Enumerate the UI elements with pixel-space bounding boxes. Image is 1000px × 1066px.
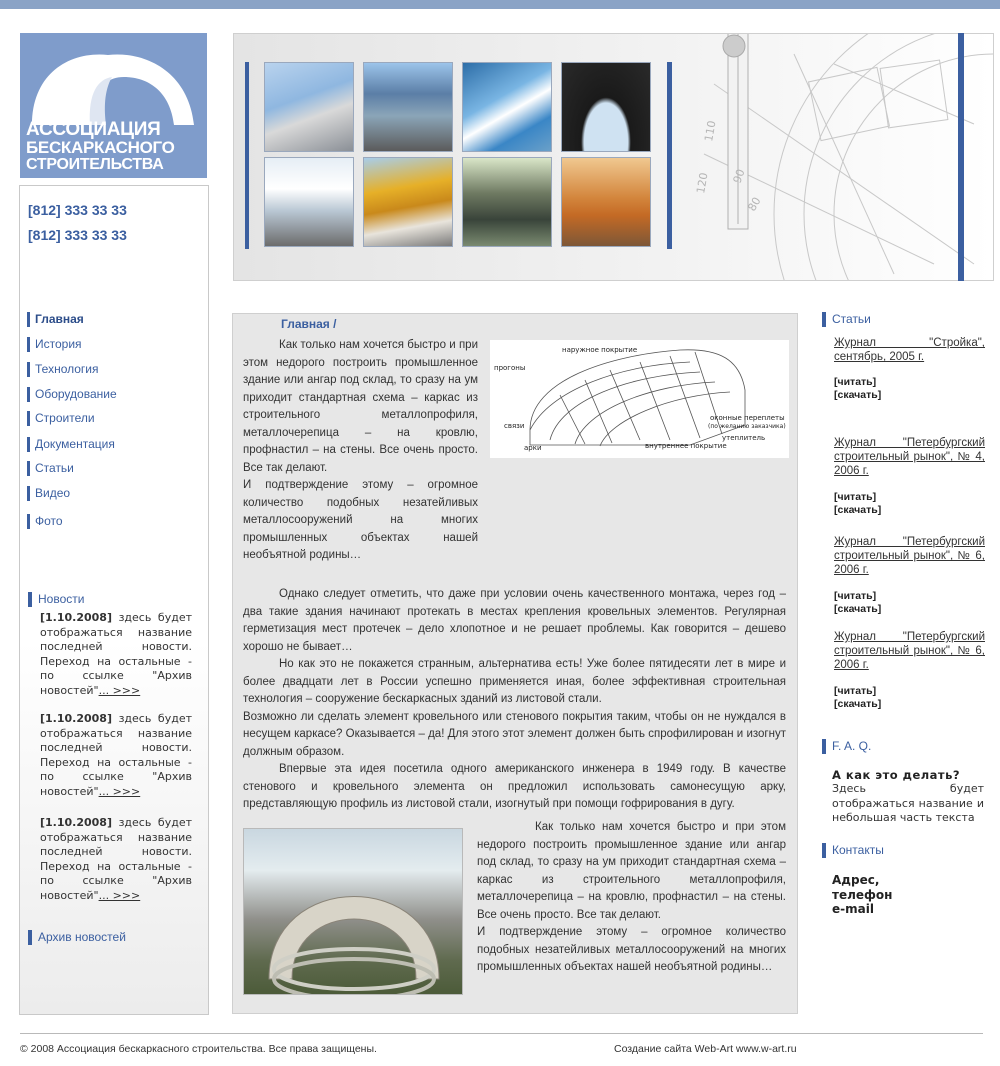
arch-construction-icon [244,829,463,995]
news-text: здесь будет отображаться название последней новости. Переход на остальные - по ссылке "Архив новостей" [40,816,192,902]
article-body [243,586,786,814]
articles-heading: Статьи [822,312,871,327]
article-read-link[interactable]: [читать] [834,376,877,388]
news-item [40,816,192,903]
diagram-label-outer: наружное покрытие [562,346,638,354]
nav-item-home[interactable]: Главная [27,312,84,327]
contacts-heading: Контакты [822,843,884,858]
site-logo[interactable] [20,33,207,178]
article-paragraph: Как только нам хочется быстро и при этом недорого построить промышленное здание или ангар под склад, то сразу на ум приходит стандартная схема – каркас из строительного металлопрофиля, металлочерепица – на кровлю, профнастил – на стены. Все очень просто. Все так делают. [477,821,786,921]
hangar-diagram-drawing [490,340,789,458]
svg-text:90: 90 [730,167,748,186]
article-download-link[interactable]: [скачать] [834,504,882,516]
gallery-photo[interactable] [363,62,453,152]
phone-2: [812] 333 33 33 [28,227,127,243]
article-outro [477,819,786,977]
news-more-link[interactable]: ... >>> [98,888,141,902]
diagram-label-insulation: утеплитель [722,434,766,442]
faq-question[interactable]: А как это делать? [832,768,961,782]
diagram-label-ties: связи [504,422,525,430]
banner-right-bar [958,33,964,281]
article-link[interactable]: Журнал "Петербургский строительный рынок", № 6, 2006 г. [834,631,985,671]
news-text: здесь будет отображаться название последней новости. Переход на остальные - по ссылке "Архив новостей" [40,712,192,798]
news-item [40,712,192,799]
article-paragraph: И подтверждение этому – огромное количество подобных незатейливых металлосооружений на многих промышленных объектах нашей необъятной родины… [477,926,786,973]
gallery-photo[interactable] [462,157,552,247]
gallery-photo[interactable] [363,157,453,247]
news-more-link[interactable]: ... >>> [98,683,141,697]
article-download-link[interactable]: [скачать] [834,389,882,401]
article-intro [243,337,478,565]
gallery-divider [667,62,672,249]
article-read-link[interactable]: [читать] [834,491,877,503]
breadcrumb[interactable]: Главная / [281,317,337,331]
contacts-address: Адрес, [832,873,880,887]
phone-1: [812] 333 33 33 [28,202,127,218]
news-date: [1.10.2008] [40,816,112,829]
faq-heading: F. A. Q. [822,739,871,754]
article-download-link[interactable]: [скачать] [834,603,882,615]
nav-item-technology[interactable]: Технология [27,362,99,377]
logo-line-1: АССОЦИАЦИЯ [26,119,161,140]
article-paragraph: Возможно ли сделать элемент кровельного или стенового покрытия таким, чтобы он не нуждался в несущем каркасе? Оказывается – да! Для этого этот элемент должен быть спрофилирован и изогнут должным образом. [243,710,786,758]
footer-copyright: © 2008 Ассоциация бескаркасного строительства. Все права защищены. [20,1043,377,1055]
article-paragraph: Как только нам хочется быстро и при этом недорого построить промышленное здание или ангар под склад, то сразу на ум приходит стандартная схема – каркас из строительного металлопрофиля, металлочерепица – на кровлю, профнастил – на стены. Все очень просто. Все так делают. [243,339,478,474]
svg-text:80: 80 [745,194,764,214]
news-date: [1.10.2008] [40,611,112,624]
gallery-photo[interactable] [561,157,651,247]
contacts-email: e-mail [832,902,874,916]
article-read-link[interactable]: [читать] [834,590,877,602]
news-text: здесь будет отображаться название последней новости. Переход на остальные - по ссылке "Архив новостей" [40,611,192,697]
nav-item-photo[interactable]: Фото [27,514,63,529]
nav-item-equipment[interactable]: Оборудование [27,387,117,402]
news-item [40,611,192,698]
article-link[interactable]: Журнал "Петербургский строительный рынок", № 4, 2006 г. [834,437,985,477]
diagram-label-windows-note: (по желанию заказчика) [708,423,786,430]
nav-item-articles[interactable]: Статьи [27,461,74,476]
footer-divider [20,1033,983,1034]
contacts-list [832,873,892,917]
diagram-label-inner: внутреннее покрытие [645,442,727,450]
contacts-phone: телефон [832,887,893,902]
nav-item-video[interactable]: Видео [27,486,70,501]
article-paragraph: И подтверждение этому – огромное количество подобных незатейливых металлосооружений на многих промышленных объектах нашей необъятной родины… [243,479,478,561]
nav-item-history[interactable]: История [27,337,82,352]
nav-item-documentation[interactable]: Документация [27,437,115,452]
article-paragraph: Впервые эта идея посетила одного американского инженера в 1949 году. В качестве стенового и кровельного элемента он предложил использовать самонесущую арку, представляющую профиль из листовой стали, изогнутый при помощи гофрирования в дугу. [243,763,786,810]
gallery-photo[interactable] [264,157,354,247]
news-archive-link[interactable]: Архив новостей [28,930,126,945]
faq-answer: Здесь будет отображаться название и небольшая часть текста [832,782,984,824]
logo-line-2: БЕСКАРКАСНОГО [26,138,175,157]
diagram-label-purlins: прогоны [494,364,526,372]
photo-gallery [245,62,661,249]
news-heading: Новости [28,592,84,607]
svg-text:110: 110 [702,119,719,143]
news-more-link[interactable]: ... >>> [98,784,141,798]
diagram-label-windows: оконные переплеты [710,414,785,422]
hangar-diagram [490,340,789,458]
news-date: [1.10.2008] [40,712,112,725]
article-read-link[interactable]: [читать] [834,685,877,697]
article-download-link[interactable]: [скачать] [834,698,882,710]
diagram-label-arches: арки [524,444,542,452]
gallery-photo[interactable] [264,62,354,152]
article-paragraph: Но как это не покажется странным, альтернатива есть! Уже более пятидесяти лет в мире и более двадцати лет в России успешно применяется иная, более эффективная строительная технология – сооружение бескаркасных зданий из листовой стали. [243,658,786,705]
gallery-photo[interactable] [462,62,552,152]
footer-credit-link[interactable]: Создание сайта Web-Art www.w-art.ru [614,1043,797,1055]
gallery-photo[interactable] [561,62,651,152]
article-link[interactable]: Журнал "Стройка", сентябрь, 2005 г. [834,337,985,363]
svg-text:120: 120 [694,171,711,195]
top-color-bar [0,0,1000,9]
nav-item-builders[interactable]: Строители [27,411,95,426]
article-link[interactable]: Журнал "Петербургский строительный рынок", № 6, 2006 г. [834,536,985,576]
logo-line-3: СТРОИТЕЛЬСТВА [26,156,164,173]
construction-photo [243,828,463,995]
article-paragraph: Однако следует отметить, что даже при условии очень качественного монтажа, через год – два такие здания начинают протекать в местах крепления кровельных элементов. Регулярная герметизация мест протечек – дело хлопотное и не решает проблемы. Как говорится – дешево хорошо не бывает… [243,588,786,653]
